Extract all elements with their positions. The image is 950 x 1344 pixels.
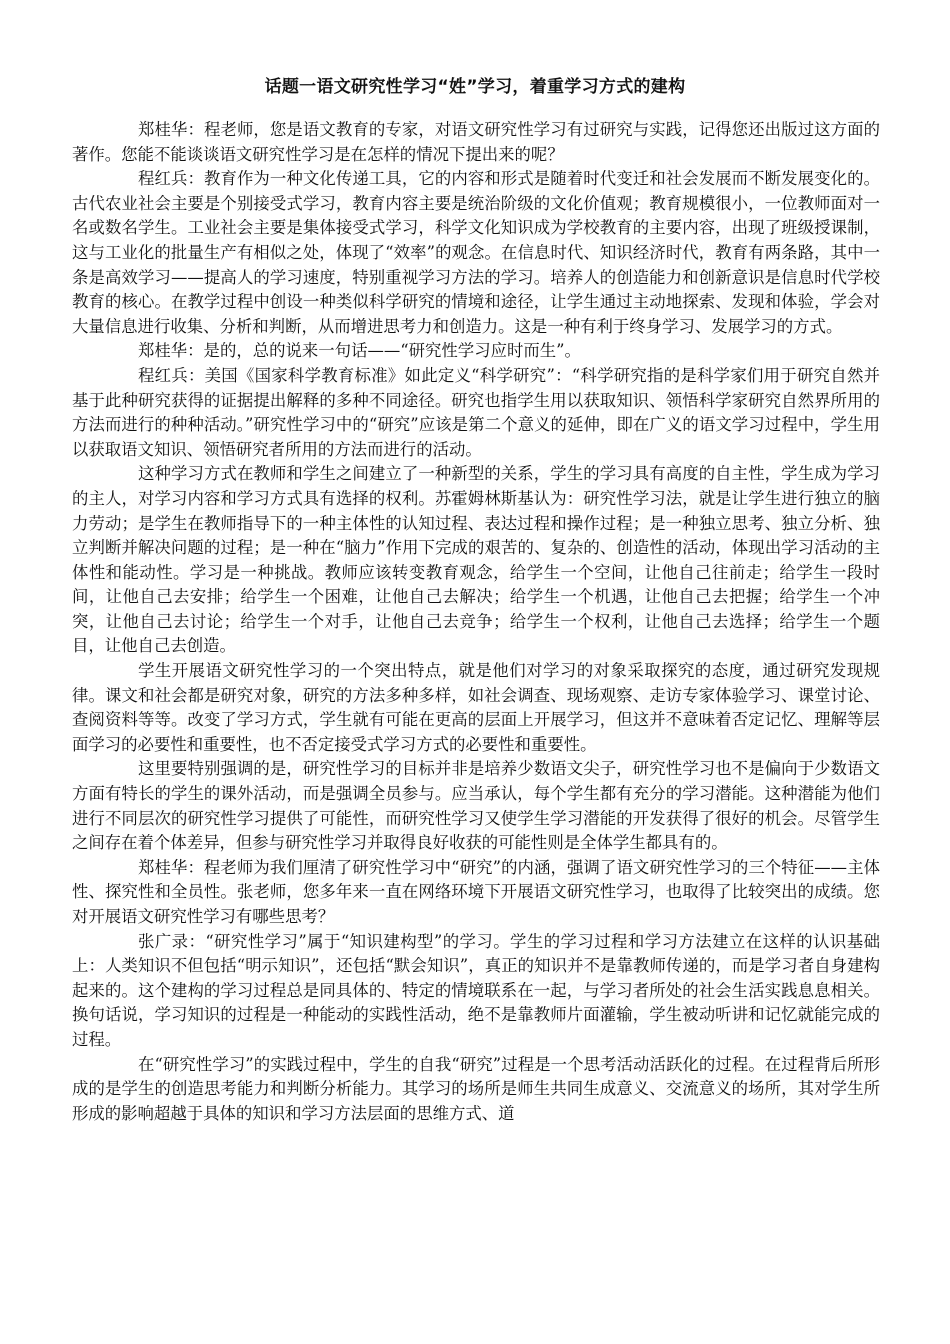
paragraph: 郑桂华：程老师为我们厘清了研究性学习中“研究”的内涵，强调了语文研究性学习的三个特征——主体性、探究性和全员性。张老师，您多年来一直在网络环境下开展语文研究性学习，也取得了比较突出的成绩。您对开展语文研究性学习有哪些思考？ [72,857,880,926]
paragraph: 学生开展语文研究性学习的一个突出特点，就是他们对学习的对象采取探究的态度，通过研究发现规律。课文和社会都是研究对象，研究的方法多种多样，如社会调查、现场观察、走访专家体验学习、课堂讨论、查阅资料等等。改变了学习方式，学生就有可能在更高的层面上开展学习，但这并不意味着否定记忆、理解等层面学习的必要性和重要性，也不否定接受式学习方式的必要性和重要性。 [72,661,880,754]
paragraph: 程红兵：美国《国家科学教育标准》如此定义“科学研究”：“科学研究指的是科学家们用于研究自然并基于此种研究获得的证据提出解释的多种不同途径。研究也指学生用以获取知识、领悟科学家研究自然界所用的方法而进行的种种活动。”研究性学习中的“研究”应该是第二个意义的延伸，即在广义的语文学习过程中，学生用以获取语文知识、领悟研究者所用的方法而进行的活动。 [72,365,880,459]
paragraph: 张广录：“研究性学习”属于“知识建构型”的学习。学生的学习过程和学习方法建立在这样的认识基础上：人类知识不但包括“明示知识”，还包括“默会知识”，真正的知识并不是靠教师传递的，而是学习者自身建构起来的。这个建构的学习过程总是同具体的、特定的情境联系在一起，与学习者所处的社会生活实践息息相关。换句话说，学习知识的过程是一种能动的实践性活动，绝不是靠教师片面灌输，学生被动听讲和记忆就能完成的过程。 [72,931,880,1049]
paragraph: 在“研究性学习”的实践过程中，学生的自我“研究”过程是一个思考活动活跃化的过程。在过程背后所形成的是学生的创造思考能力和判断分析能力。其学习的场所是师生共同生成意义、交流意义的场所，其对学生所形成的影响超越于具体的知识和学习方法层面的思维方式、道 [72,1054,880,1123]
paragraph: 郑桂华：是的，总的说来一句话——“研究性学习应时而生”。 [138,341,581,361]
paragraph: 这里要特别强调的是，研究性学习的目标并非是培养少数语文尖子，研究性学习也不是偏向于少数语文方面有特长的学生的课外活动，而是强调全员参与。应当承认，每个学生都有充分的学习潜能。这种潜能为他们进行不同层次的研究性学习提供了可能性，而研究性学习又使学生学习潜能的开发获得了很好的机会。尽管学生之间存在着个体差异，但参与研究性学习并取得良好收获的可能性则是全体学生都具有的。 [72,759,880,853]
paragraph: 郑桂华：程老师，您是语文教育的专家，对语文研究性学习有过研究与实践，记得您还出版过这方面的著作。您能不能谈谈语文研究性学习是在怎样的情况下提出来的呢？ [72,120,880,164]
document-title: 话题一语文研究性学习“姓”学习，着重学习方式的建构 [264,77,686,97]
document-body [72,118,880,1126]
paragraph: 程红兵：教育作为一种文化传递工具，它的内容和形式是随着时代变迁和社会发展而不断发展变化的。古代农业社会主要是个别接受式学习，教育内容主要是统治阶级的文化价值观；教育规模很小，一位教师面对一名或数名学生。工业社会主要是集体接受式学习，科学文化知识成为学校教育的主要内容，出现了班级授课制，这与工业化的批量生产有相似之处，体现了“效率”的观念。在信息时代、知识经济时代，教育有两条路，其中一条是高效学习——提高人的学习速度，特别重视学习方法的学习。培养人的创造能力和创新意识是信息时代学校教育的核心。在教学过程中创设一种类似科学研究的情境和途径，让学生通过主动地探索、发现和体验，学会对大量信息进行收集、分析和判断，从而增进思考力和创造力。这是一种有利于终身学习、发展学习的方式。 [72,169,880,336]
paragraph: 这种学习方式在教师和学生之间建立了一种新型的关系，学生的学习具有高度的自主性，学生成为学习的主人，对学习内容和学习方式具有选择的权利。苏霍姆林斯基认为：研究性学习法，就是让学生进行独立的脑力劳动；是学生在教师指导下的一种主体性的认知过程、表达过程和操作过程；是一种独立思考、独立分析、独立判断并解决问题的过程；是一种在“脑力”作用下完成的艰苦的、复杂的、创造性的活动，体现出学习活动的主体性和能动性。学习是一种挑战。教师应该转变教育观念，给学生一个空间，让他自己往前走；给学生一段时间，让他自己去安排；给学生一个困难，让他自己去解决；给学生一个机遇，让他自己去把握；给学生一个冲突，让他自己去讨论；给学生一个对手，让他自己去竞争；给学生一个权利，让他自己去选择；给学生一个题目，让他自己去创造。 [72,464,880,656]
